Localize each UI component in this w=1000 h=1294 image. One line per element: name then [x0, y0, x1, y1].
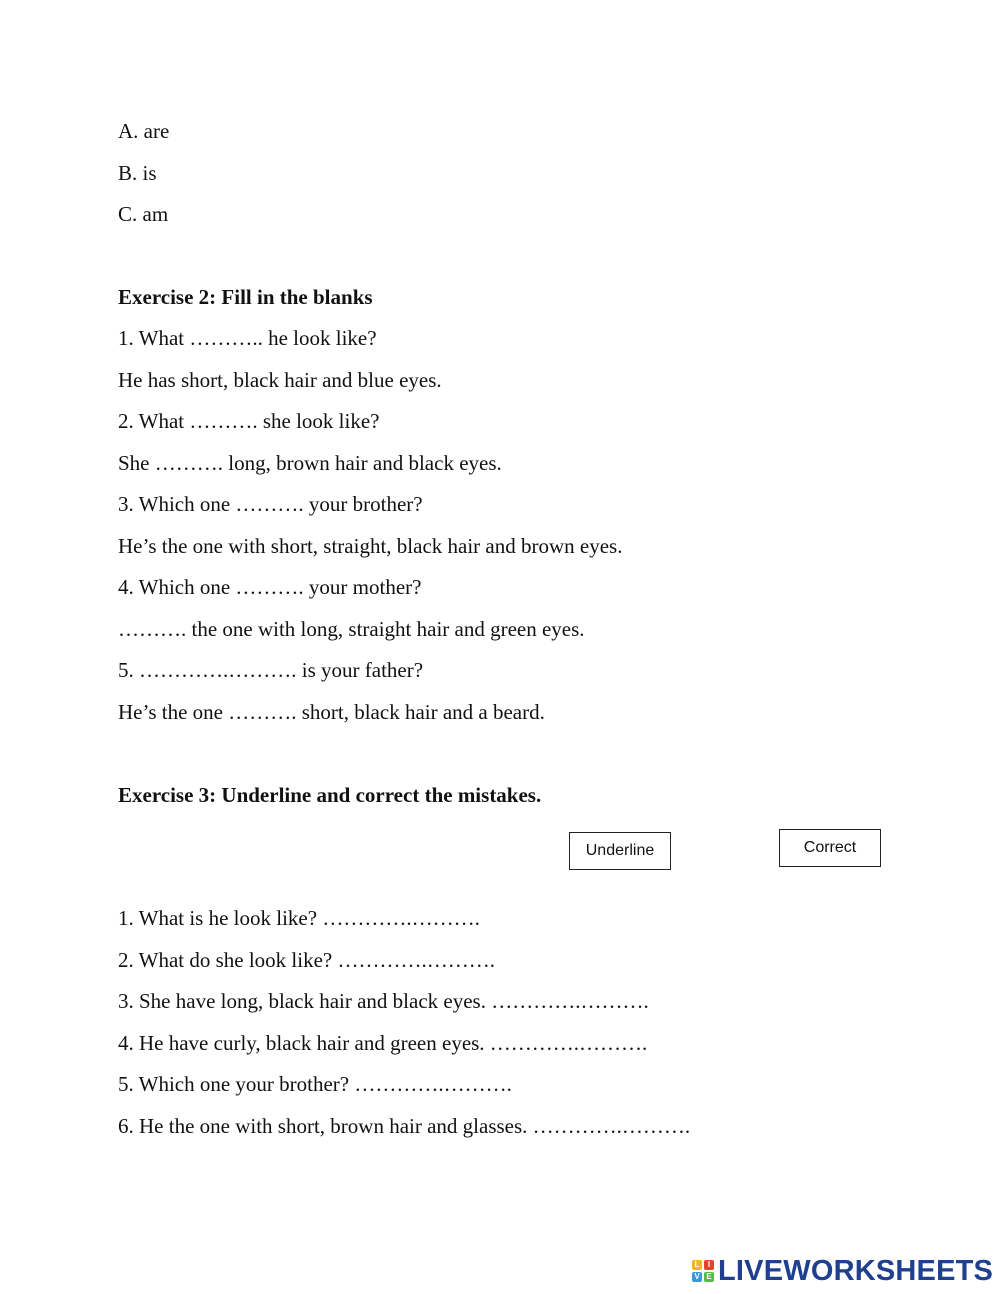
logo-tile: E	[704, 1272, 714, 1282]
exercise3-line: 6. He the one with short, brown hair and glasses. ………….……….	[118, 1114, 691, 1138]
exercise2-line: He’s the one ………. short, black hair and a beard.	[118, 700, 545, 724]
exercise2-line: ………. the one with long, straight hair and green eyes.	[118, 617, 585, 641]
exercise3-line: 1. What is he look like? ………….……….	[118, 906, 480, 930]
option-b: B. is	[118, 161, 157, 185]
exercise2-line: 1. What ……….. he look like?	[118, 326, 377, 350]
exercise2-title: Exercise 2: Fill in the blanks	[118, 285, 373, 309]
logo-tile: I	[704, 1260, 714, 1270]
correct-box[interactable]: Correct	[779, 829, 881, 867]
logo-tile: V	[692, 1272, 702, 1282]
exercise3-line: 3. She have long, black hair and black eyes. ………….……….	[118, 989, 649, 1013]
exercise2-line: 4. Which one ………. your mother?	[118, 575, 422, 599]
logo-text: LIVEWORKSHEETS	[718, 1254, 994, 1287]
logo-mark-icon	[692, 1260, 714, 1282]
logo-tile: L	[692, 1260, 702, 1270]
exercise2-line: 2. What ………. she look like?	[118, 409, 380, 433]
exercise3-line: 4. He have curly, black hair and green eyes. ………….……….	[118, 1031, 648, 1055]
exercise2-line: 3. Which one ………. your brother?	[118, 492, 423, 516]
liveworksheets-logo	[692, 1254, 993, 1288]
exercise2-line: He has short, black hair and blue eyes.	[118, 368, 442, 392]
exercise3-line: 2. What do she look like? ………….……….	[118, 948, 495, 972]
exercise3-line: 5. Which one your brother? ………….……….	[118, 1072, 512, 1096]
option-a: A. are	[118, 119, 170, 143]
exercise2-line: He’s the one with short, straight, black hair and brown eyes.	[118, 534, 623, 558]
exercise2-line: She ………. long, brown hair and black eyes.	[118, 451, 502, 475]
exercise2-line: 5. ………….………. is your father?	[118, 658, 424, 682]
exercise3-title: Exercise 3: Underline and correct the mistakes.	[118, 783, 542, 807]
underline-box[interactable]: Underline	[569, 832, 671, 870]
option-c: C. am	[118, 202, 169, 226]
